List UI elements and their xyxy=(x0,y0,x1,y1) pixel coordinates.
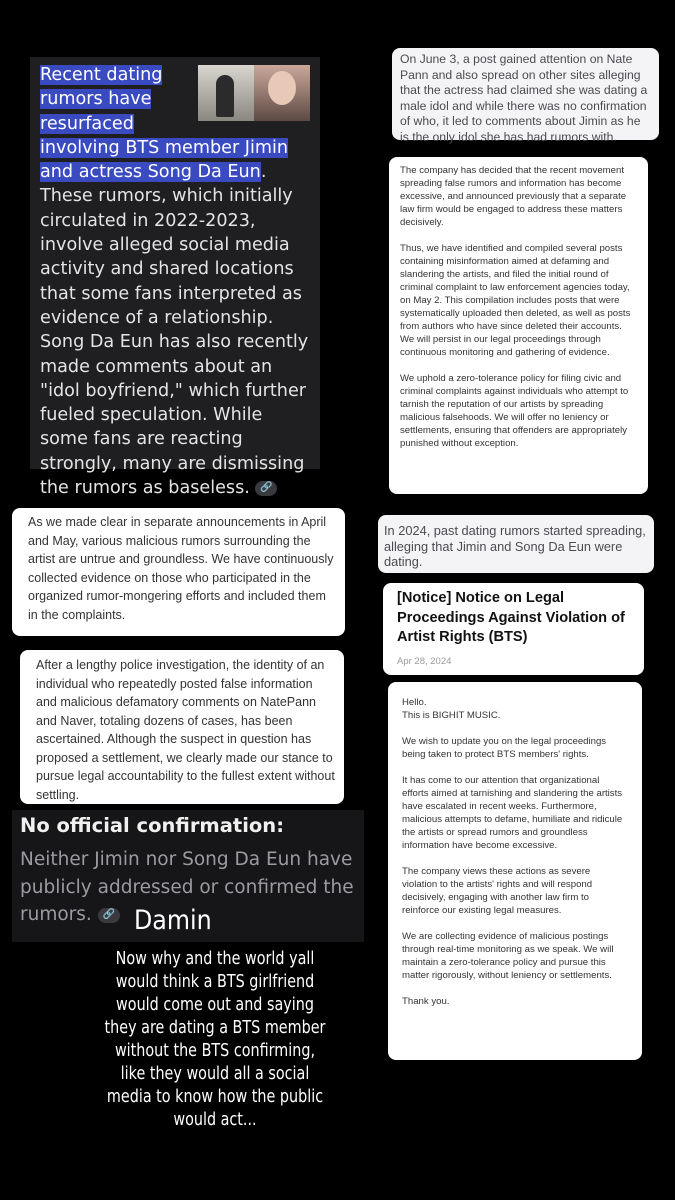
rumors-2024-snippet xyxy=(378,515,654,573)
statement-paragraph: We uphold a zero-tolerance policy for filing civic and criminal complaints against individuals who attempt to tarnish the reputation of our artists by spreading malicious falsehoods. We will offer no leniency or settlements, ensuring that offenders are appropriately punished without exception. xyxy=(400,373,629,449)
letter-paragraph: It has come to our attention that organizational efforts aimed at tarnishing and slandering the artists have escalated in recent weeks. Furthermore, malicious attempts to defame, humiliate and ridicule the artists or spread rumors and groundless information have become excessive. xyxy=(402,775,623,851)
thumbnail-photo-left xyxy=(198,65,254,121)
no-confirmation-heading: No official confirmation: xyxy=(20,814,284,837)
notice-header-card[interactable] xyxy=(383,583,644,675)
thumbnail-image[interactable] xyxy=(198,65,310,121)
company-statement-card xyxy=(389,157,648,494)
police-statement-card xyxy=(20,650,344,804)
notice-title[interactable]: [Notice] Notice on Legal Proceedings Against Violation of Artist Rights (BTS) xyxy=(397,590,625,645)
letter-closing: Thank you. xyxy=(402,996,450,1007)
statement-paragraph: The company has decided that the recent movement spreading false rumors and information has become excessive, and announced previously that a separate law firm would be engaged to address these matters decisively. xyxy=(400,165,627,228)
link-icon[interactable]: 🔗 xyxy=(98,908,120,923)
ai-overview-body: . These rumors, which initially circulated in 2022-2023, involve alleged social media activity and shared locations that some fans interpreted as evidence of a relationship. Song Da Eun has also recently made comments about an "idol boyfriend," which further fueled speculation. While some fans are reacting strongly, many are dismissing the rumors as baseless. xyxy=(40,162,309,499)
letter-paragraph: We wish to update you on the legal proceedings being taken to protect BTS members' rights. xyxy=(402,736,607,760)
story-caption: Now why and the world yall would think a BTS girlfriend would come out and saying they are dating a BTS member without the BTS confirming, like they would all a social media to know how the public would act... xyxy=(104,949,326,1130)
letter-greeting: Hello. xyxy=(402,697,427,708)
announcements-card xyxy=(12,508,345,636)
snippet-text: On June 3, a post gained attention on Nate Pann and also spread on other sites alleging that the actress had claimed she was dating a male idol and while there was no confirmation of who, it led to comments about Jimin as he is the only idol she has had rumors with. xyxy=(400,52,648,144)
story-title: Damin xyxy=(134,905,212,936)
highlighted-text: Recent dating rumors have resurfaced involving BTS member Jimin and actress Song Da Eun xyxy=(40,65,289,183)
letter-paragraph: We are collecting evidence of malicious postings through real-time monitoring as we speak. We will maintain a zero-tolerance policy and pursue this matter rigorously, without leniency or settlements. xyxy=(402,931,614,981)
police-text: After a lengthy police investigation, the identity of an individual who repeatedly posted false information and malicious defamatory comments on NatePann and Naver, totaling dozens of cases, has been ascertained. Although the suspect in question has proposed a settlement, we clearly made our stance to pursue legal accountability to the fullest extent without settling. xyxy=(36,658,335,802)
ai-overview-panel xyxy=(30,57,320,499)
bighit-letter-card xyxy=(388,682,642,1060)
thumbnail-photo-right xyxy=(254,65,310,121)
nate-pann-snippet xyxy=(392,48,659,144)
letter-intro: This is BIGHIT MUSIC. xyxy=(402,710,501,721)
link-icon[interactable]: 🔗 xyxy=(255,481,277,496)
notice-date: Apr 28, 2024 xyxy=(397,655,452,667)
no-confirmation-body: Neither Jimin nor Song Da Eun have publicly addressed or confirmed the rumors. xyxy=(20,849,354,925)
statement-paragraph: Thus, we have identified and compiled several posts containing misinformation aimed at defaming and slandering the artists, and filed the initial round of criminal complaint to law enforcement agencies today, on May 2. This compilation includes posts that were systematically uploaded then deleted, as well as posts from authors who have since deleted their accounts. We will persist in our legal proceedings through continuous monitoring and gathering of evidence. xyxy=(400,243,631,358)
snippet-2024-text: In 2024, past dating rumors started spreading, alleging that Jimin and Song Da Eun were dating. xyxy=(384,523,646,570)
letter-paragraph: The company views these actions as severe violation to the artists' rights and will respond decisively, engaging with another law firm to reinforce our existing legal measures. xyxy=(402,866,593,916)
announcements-text: As we made clear in separate announcements in April and May, various malicious rumors surrounding the artist are untrue and groundless. We have continuously collected evidence on those who participated in the organized rumor-mongering efforts and included them in the complaints. xyxy=(28,515,334,622)
